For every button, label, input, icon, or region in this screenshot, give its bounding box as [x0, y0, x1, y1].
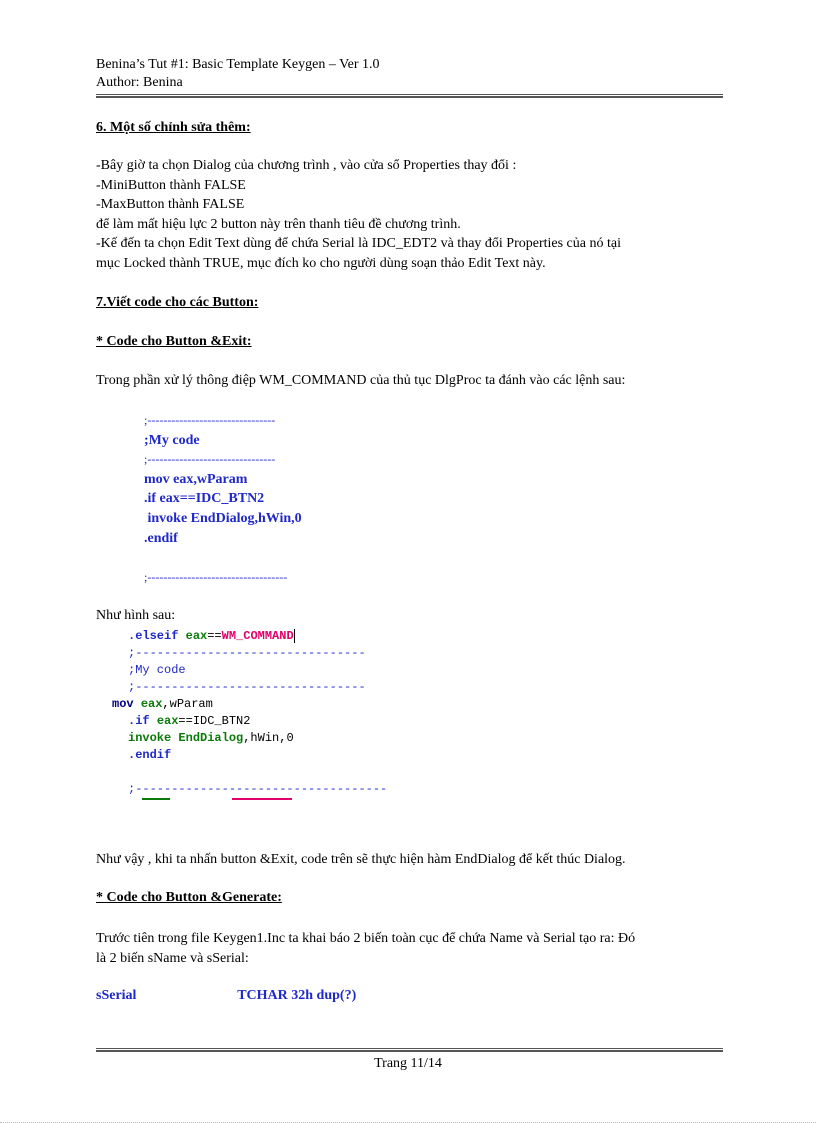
- exit-intro-text: Trong phần xử lý thông điệp WM_COMMAND của thủ tục DlgProc ta đánh vào các lệnh sau:: [96, 373, 626, 388]
- text-cursor: [294, 629, 295, 643]
- screenshot-line: [112, 764, 432, 781]
- variable-type: TCHAR 32h dup(?): [237, 988, 357, 1003]
- screenshot-line: [112, 679, 432, 696]
- figure-caption-text: Như hình sau:: [96, 608, 176, 623]
- screenshot-cutoff-line: [112, 798, 432, 804]
- screenshot-token: ;-----------------------------------: [128, 782, 388, 796]
- exit-code-block: [144, 411, 302, 587]
- generate-intro-line: là 2 biến sName và sSerial:: [96, 950, 249, 966]
- code-line: .endif: [144, 530, 178, 546]
- page-number: Trang 11/14: [374, 1056, 442, 1071]
- screenshot-token: ;My code: [128, 663, 186, 677]
- generate-intro-line: Trước tiên trong file Keygen1.Inc ta khai báo 2 biến toàn cục để chứa Name và Serial tạo ra: Đó: [96, 931, 636, 946]
- screenshot-line: [112, 645, 432, 662]
- exit-button-heading: * Code cho Button &Exit:: [96, 334, 252, 349]
- footer-rule: [96, 1048, 723, 1052]
- code-line: invoke EndDialog,hWin,0: [144, 510, 302, 526]
- screenshot-token: ,hWin,0: [243, 731, 294, 745]
- screenshot-token: eax: [185, 629, 208, 643]
- screenshot-token: mov: [112, 697, 134, 711]
- generate-intro: [96, 929, 726, 968]
- section-6-line: để làm mất hiệu lực 2 button này trên thanh tiêu đề chương trình.: [96, 216, 461, 232]
- screenshot-token: ;--------------------------------: [128, 646, 366, 660]
- section-6-line: -Kế đến ta chọn Edit Text dùng để chứa Serial là IDC_EDT2 và thay đổi Properties của nó tại: [96, 236, 621, 252]
- editor-screenshot: [112, 628, 432, 810]
- code-line: .if eax==IDC_BTN2: [144, 491, 265, 507]
- screenshot-token: EndDialog: [178, 731, 244, 745]
- section-6-heading: 6. Một số chỉnh sửa thêm:: [96, 120, 251, 135]
- section-6-line: -MiniButton thành FALSE: [96, 177, 246, 193]
- screenshot-line: [112, 696, 432, 713]
- code-line: ;My code: [144, 432, 200, 448]
- screenshot-line: [112, 730, 432, 747]
- screenshot-line: [112, 628, 432, 645]
- screenshot-line: [112, 781, 432, 798]
- variable-name: sSerial: [96, 988, 137, 1003]
- document-title: Benina’s Tut #1: Basic Template Keygen – Ver 1.0: [96, 57, 380, 72]
- exit-summary: [96, 850, 726, 870]
- screenshot-token: .endif: [128, 748, 172, 762]
- screenshot-token: .elseif: [128, 629, 179, 643]
- screenshot-token: ==IDC_BTN2: [178, 714, 251, 728]
- screenshot-token: invoke: [128, 731, 172, 745]
- screenshot-token: WM_COMMAND: [221, 629, 294, 643]
- section-6-line: mục Locked thành TRUE, mục đích ko cho người dùng soạn thảo Edit Text này.: [96, 255, 546, 271]
- screenshot-token: .if: [128, 714, 150, 728]
- screenshot-token: eax: [156, 714, 179, 728]
- screenshot-line: [112, 747, 432, 764]
- screenshot-line: [112, 662, 432, 679]
- code-separator: ;--------------------------------: [144, 413, 276, 427]
- exit-intro: [96, 371, 726, 391]
- section-6-body: [96, 156, 726, 274]
- screenshot-token: eax: [140, 697, 163, 711]
- code-separator: ;--------------------------------: [144, 452, 276, 467]
- generate-button-heading: * Code cho Button &Generate:: [96, 890, 282, 905]
- screenshot-token: ,wParam: [162, 697, 213, 711]
- code-separator: ;-----------------------------------: [144, 569, 288, 584]
- section-7-heading: 7.Viết code cho các Button:: [96, 295, 259, 310]
- variable-declaration: [96, 988, 356, 1004]
- header-rule: [96, 94, 723, 98]
- document-author: Author: Benina: [96, 75, 183, 90]
- screenshot-line: [112, 713, 432, 730]
- code-line: mov eax,wParam: [144, 471, 248, 487]
- screenshot-token: ;--------------------------------: [128, 680, 366, 694]
- section-6-line: -Bây giờ ta chọn Dialog của chương trình , vào cửa sổ Properties thay đổi :: [96, 158, 517, 173]
- screenshot-token: ==: [207, 629, 222, 643]
- figure-caption: [96, 606, 726, 626]
- exit-summary-text: Như vậy , khi ta nhấn button &Exit, code trên sẽ thực hiện hàm EndDialog để kết thúc Dialog.: [96, 852, 626, 867]
- section-6-line: -MaxButton thành FALSE: [96, 197, 245, 213]
